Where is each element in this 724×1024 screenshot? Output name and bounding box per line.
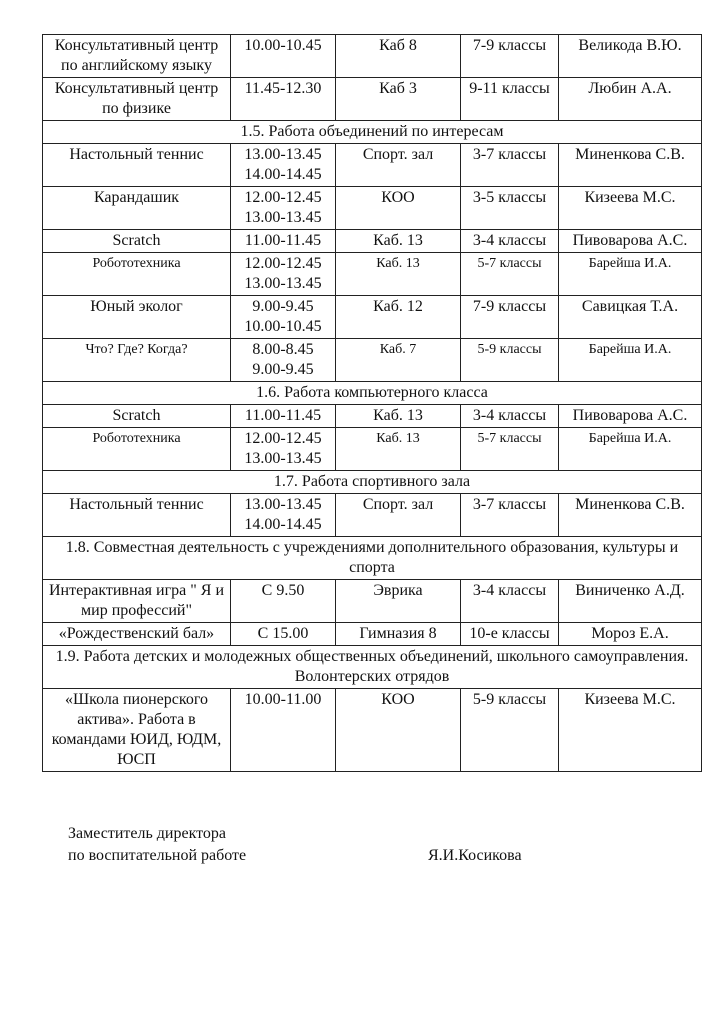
section-header-row bbox=[43, 537, 702, 580]
grades-cell: 3-7 классы bbox=[461, 494, 559, 537]
activity-cell: Интерактивная игра " Я и мир профессий" bbox=[43, 580, 231, 623]
activity-cell: Робототехника bbox=[43, 428, 231, 471]
grades-cell: 3-5 классы bbox=[461, 187, 559, 230]
table-row bbox=[43, 580, 702, 623]
activity-cell: Настольный теннис bbox=[43, 494, 231, 537]
activity-cell: Консультативный центр по английскому языку bbox=[43, 35, 231, 78]
table-row bbox=[43, 230, 702, 253]
location-cell: Эврика bbox=[336, 580, 461, 623]
section-title: 1.7. Работа спортивного зала bbox=[43, 471, 702, 494]
teacher-cell: Любин А.А. bbox=[559, 78, 702, 121]
grades-cell: 3-4 классы bbox=[461, 230, 559, 253]
grades-cell: 5-9 классы bbox=[461, 339, 559, 382]
table-row bbox=[43, 405, 702, 428]
table-row bbox=[43, 428, 702, 471]
time-slot: 11.00-11.45 bbox=[244, 232, 322, 249]
section-header-row bbox=[43, 646, 702, 689]
teacher-cell: Кизеева М.С. bbox=[559, 187, 702, 230]
activity-cell: Юный эколог bbox=[43, 296, 231, 339]
time-slot: 9.00-9.45 bbox=[252, 361, 314, 378]
location-cell: Спорт. зал bbox=[336, 144, 461, 187]
teacher-cell: Савицкая Т.А. bbox=[559, 296, 702, 339]
section-header-row bbox=[43, 382, 702, 405]
time-slot: 8.00-8.45 bbox=[252, 341, 314, 358]
grades-cell: 3-7 классы bbox=[461, 144, 559, 187]
grades-cell: 9-11 классы bbox=[461, 78, 559, 121]
table-row bbox=[43, 296, 702, 339]
time-slot: 11.00-11.45 bbox=[244, 407, 322, 424]
grades-cell: 7-9 классы bbox=[461, 35, 559, 78]
table-row bbox=[43, 253, 702, 296]
activity-cell: «Рождественский бал» bbox=[43, 623, 231, 646]
teacher-cell: Виниченко А.Д. bbox=[559, 580, 702, 623]
time-slot: 10.00-11.00 bbox=[244, 691, 322, 708]
teacher-cell: Великода В.Ю. bbox=[559, 35, 702, 78]
time-cell bbox=[231, 78, 336, 121]
teacher-cell: Барейша И.А. bbox=[559, 339, 702, 382]
time-cell bbox=[231, 580, 336, 623]
time-slot: 13.00-13.45 bbox=[244, 146, 322, 163]
location-cell: Каб. 13 bbox=[336, 428, 461, 471]
activity-cell: Консультативный центр по физике bbox=[43, 78, 231, 121]
table-row bbox=[43, 339, 702, 382]
table-row bbox=[43, 35, 702, 78]
time-slot: 13.00-13.45 bbox=[244, 450, 322, 467]
time-cell bbox=[231, 187, 336, 230]
time-cell bbox=[231, 494, 336, 537]
time-slot: 12.00-12.45 bbox=[244, 430, 322, 447]
location-cell: КОО bbox=[336, 187, 461, 230]
location-cell: КОО bbox=[336, 689, 461, 772]
time-cell bbox=[231, 230, 336, 253]
grades-cell: 10-е классы bbox=[461, 623, 559, 646]
activity-cell: «Школа пионерского актива». Работа в командами ЮИД, ЮДМ, ЮСП bbox=[43, 689, 231, 772]
grades-cell: 3-4 классы bbox=[461, 580, 559, 623]
time-cell bbox=[231, 689, 336, 772]
section-title: 1.6. Работа компьютерного класса bbox=[43, 382, 702, 405]
signer-position-line1: Заместитель директора bbox=[68, 825, 227, 842]
location-cell: Каб. 13 bbox=[336, 230, 461, 253]
table-row bbox=[43, 623, 702, 646]
section-title: 1.8. Совместная деятельность с учреждениями дополнительного образования, культуры и спорта bbox=[43, 537, 702, 580]
activity-cell: Карандашик bbox=[43, 187, 231, 230]
time-cell bbox=[231, 339, 336, 382]
grades-cell: 3-4 классы bbox=[461, 405, 559, 428]
teacher-cell: Барейша И.А. bbox=[559, 253, 702, 296]
time-cell bbox=[231, 623, 336, 646]
time-slot: 14.00-14.45 bbox=[244, 516, 322, 533]
location-cell: Спорт. зал bbox=[336, 494, 461, 537]
grades-cell: 5-7 классы bbox=[461, 253, 559, 296]
teacher-cell: Пивоварова А.С. bbox=[559, 230, 702, 253]
time-slot: 13.00-13.45 bbox=[244, 209, 322, 226]
section-title: 1.5. Работа объединений по интересам bbox=[43, 121, 702, 144]
location-cell: Каб 8 bbox=[336, 35, 461, 78]
time-slot: 12.00-12.45 bbox=[244, 255, 322, 272]
table-row bbox=[43, 689, 702, 772]
time-cell bbox=[231, 144, 336, 187]
location-cell: Гимназия 8 bbox=[336, 623, 461, 646]
time-slot: 10.00-10.45 bbox=[244, 37, 322, 54]
time-slot: 9.00-9.45 bbox=[252, 298, 314, 315]
time-cell bbox=[231, 405, 336, 428]
activity-cell: Что? Где? Когда? bbox=[43, 339, 231, 382]
location-cell: Каб. 7 bbox=[336, 339, 461, 382]
time-slot: 13.00-13.45 bbox=[244, 496, 322, 513]
table-row bbox=[43, 78, 702, 121]
teacher-cell: Барейша И.А. bbox=[559, 428, 702, 471]
time-slot: 13.00-13.45 bbox=[244, 275, 322, 292]
section-title: 1.9. Работа детских и молодежных общественных объединений, школьного самоуправления. Волонтерских отрядов bbox=[43, 646, 702, 689]
table-row bbox=[43, 144, 702, 187]
activity-cell: Scratch bbox=[43, 405, 231, 428]
time-slot: 14.00-14.45 bbox=[244, 166, 322, 183]
teacher-cell: Миненкова С.В. bbox=[559, 144, 702, 187]
activity-cell: Робототехника bbox=[43, 253, 231, 296]
location-cell: Каб. 13 bbox=[336, 405, 461, 428]
time-cell bbox=[231, 35, 336, 78]
table-row bbox=[43, 494, 702, 537]
grades-cell: 5-9 классы bbox=[461, 689, 559, 772]
section-header-row bbox=[43, 471, 702, 494]
section-header-row bbox=[43, 121, 702, 144]
location-cell: Каб. 12 bbox=[336, 296, 461, 339]
teacher-cell: Мороз Е.А. bbox=[559, 623, 702, 646]
teacher-cell: Миненкова С.В. bbox=[559, 494, 702, 537]
location-cell: Каб 3 bbox=[336, 78, 461, 121]
location-cell: Каб. 13 bbox=[336, 253, 461, 296]
teacher-cell: Кизеева М.С. bbox=[559, 689, 702, 772]
time-cell bbox=[231, 428, 336, 471]
table-row bbox=[43, 187, 702, 230]
time-cell bbox=[231, 253, 336, 296]
teacher-cell: Пивоварова А.С. bbox=[559, 405, 702, 428]
signer-position-line2: по воспитательной работе bbox=[68, 847, 247, 864]
activity-cell: Scratch bbox=[43, 230, 231, 253]
signature-block bbox=[68, 823, 246, 867]
grades-cell: 7-9 классы bbox=[461, 296, 559, 339]
time-cell bbox=[231, 296, 336, 339]
schedule-table bbox=[42, 34, 702, 772]
time-slot: 11.45-12.30 bbox=[244, 80, 322, 97]
time-slot: 10.00-10.45 bbox=[244, 318, 322, 335]
time-slot: С 9.50 bbox=[261, 582, 305, 599]
time-slot: С 15.00 bbox=[257, 625, 309, 642]
activity-cell: Настольный теннис bbox=[43, 144, 231, 187]
time-slot: 12.00-12.45 bbox=[244, 189, 322, 206]
grades-cell: 5-7 классы bbox=[461, 428, 559, 471]
signer-name: Я.И.Косикова bbox=[428, 847, 522, 864]
